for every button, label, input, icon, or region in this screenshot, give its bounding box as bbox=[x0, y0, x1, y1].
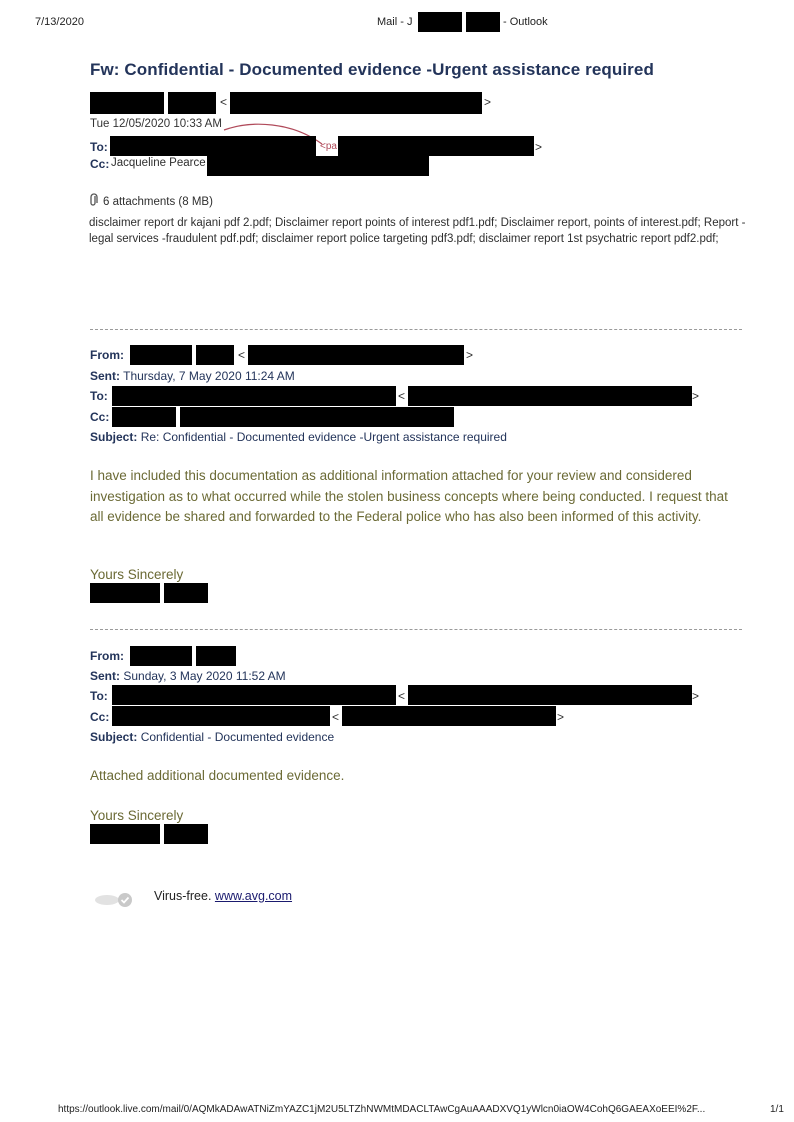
avg-link[interactable]: www.avg.com bbox=[214, 889, 293, 903]
subject-value: Re: Confidential - Documented evidence -Urgent assistance required bbox=[140, 430, 507, 444]
subject-label: Subject: bbox=[90, 730, 138, 744]
to-partial: <pa bbox=[320, 141, 337, 152]
sent-line bbox=[90, 369, 295, 383]
sent-label: Sent: bbox=[90, 369, 120, 383]
print-date: 7/13/2020 bbox=[35, 16, 84, 28]
divider bbox=[90, 329, 742, 330]
email-subject: Fw: Confidential - Documented evidence -Urgent assistance required bbox=[90, 60, 654, 79]
redaction-bar bbox=[130, 646, 192, 666]
divider bbox=[90, 629, 742, 630]
to-label: To: bbox=[90, 140, 108, 154]
sender-close-bracket: > bbox=[484, 95, 492, 109]
attachments-list[interactable]: disclaimer report dr kajani pdf 2.pdf; Disclaimer report points of interest pdf1.pdf; Disclaimer report, points of interest.pdf; Report -legal services -fraudulent pdf.pdf; disclaimer report police targeting pdf3.pdf; disclaimer report 1st psychatric report pdf2.pdf; bbox=[89, 217, 746, 245]
redaction-bar bbox=[164, 824, 208, 844]
attachments-summary[interactable]: 6 attachments (8 MB) bbox=[103, 196, 213, 208]
cc-open-bracket: < bbox=[332, 710, 340, 724]
message-body: I have included this documentation as additional information attached for your review and considered investigation as to what occurred while the stolen business concepts where being conducted. I request that all evidence be shared and forwarded to the Federal police who has also been informed of this activity. bbox=[90, 468, 728, 524]
subject-line bbox=[90, 430, 507, 444]
redaction-bar bbox=[418, 12, 462, 32]
from-label: From: bbox=[90, 348, 124, 362]
redaction-bar bbox=[90, 824, 160, 844]
subject-label: Subject: bbox=[90, 430, 138, 444]
redaction-bar bbox=[466, 12, 500, 32]
redaction-bar bbox=[90, 583, 160, 603]
redaction-bar bbox=[112, 706, 330, 726]
virus-free-text: Virus-free. bbox=[154, 889, 212, 903]
from-close-bracket: > bbox=[466, 348, 474, 362]
cc-label: Cc: bbox=[90, 157, 110, 171]
to-close-bracket: > bbox=[535, 140, 543, 154]
to-close-bracket: > bbox=[692, 689, 700, 703]
redaction-bar bbox=[248, 345, 464, 365]
virus-free-footer bbox=[154, 889, 292, 903]
redaction-bar bbox=[408, 386, 692, 406]
redaction-bar bbox=[338, 136, 534, 156]
to-label: To: bbox=[90, 689, 108, 703]
cc-label: Cc: bbox=[90, 410, 110, 424]
print-footer-url: https://outlook.live.com/mail/0/AQMkADAwATNiZmYAZC1jM2U5LTZhNWMtMDACLTAwCgAuAAADXVQ1yWlcn0iaOW4CohQ6GAEAXoEEI%2F... bbox=[58, 1104, 706, 1115]
to-close-bracket: > bbox=[692, 389, 700, 403]
to-open-bracket: < bbox=[398, 689, 406, 703]
paperclip-icon bbox=[89, 193, 99, 207]
cc-name: Jacqueline Pearce bbox=[111, 157, 206, 169]
avg-check-icon bbox=[93, 889, 139, 909]
subject-line bbox=[90, 730, 334, 744]
redaction-bar bbox=[112, 407, 176, 427]
to-label: To: bbox=[90, 389, 108, 403]
to-open-bracket: < bbox=[398, 389, 406, 403]
cc-close-bracket: > bbox=[557, 710, 565, 724]
signoff: Yours Sincerely bbox=[90, 567, 184, 582]
redaction-bar bbox=[164, 583, 208, 603]
redaction-bar bbox=[180, 407, 454, 427]
from-open-bracket: < bbox=[238, 348, 246, 362]
message-body: Attached additional documented evidence. bbox=[90, 768, 345, 783]
from-label: From: bbox=[90, 649, 124, 663]
redaction-bar bbox=[342, 706, 556, 726]
redaction-bar bbox=[112, 386, 396, 406]
sent-value: Thursday, 7 May 2020 11:24 AM bbox=[123, 369, 295, 383]
sender-open-bracket: < bbox=[220, 95, 228, 109]
redaction-bar bbox=[110, 136, 316, 156]
subject-value: Confidential - Documented evidence bbox=[140, 730, 335, 744]
redaction-bar bbox=[112, 685, 396, 705]
print-title-suffix: - Outlook bbox=[503, 16, 548, 28]
page-number: 1/1 bbox=[770, 1104, 784, 1115]
redaction-bar bbox=[408, 685, 692, 705]
redaction-bar bbox=[168, 92, 216, 114]
redaction-bar bbox=[196, 345, 234, 365]
cc-label: Cc: bbox=[90, 710, 110, 724]
redaction-bar bbox=[207, 156, 429, 176]
signoff: Yours Sincerely bbox=[90, 808, 184, 823]
sent-label: Sent: bbox=[90, 669, 120, 683]
redaction-bar bbox=[230, 92, 482, 114]
sent-value: Sunday, 3 May 2020 11:52 AM bbox=[123, 669, 286, 683]
email-date: Tue 12/05/2020 10:33 AM bbox=[90, 118, 222, 130]
print-title-prefix: Mail - J bbox=[377, 16, 413, 28]
redaction-bar bbox=[90, 92, 164, 114]
sent-line bbox=[90, 669, 286, 683]
redaction-bar bbox=[196, 646, 236, 666]
redaction-bar bbox=[130, 345, 192, 365]
